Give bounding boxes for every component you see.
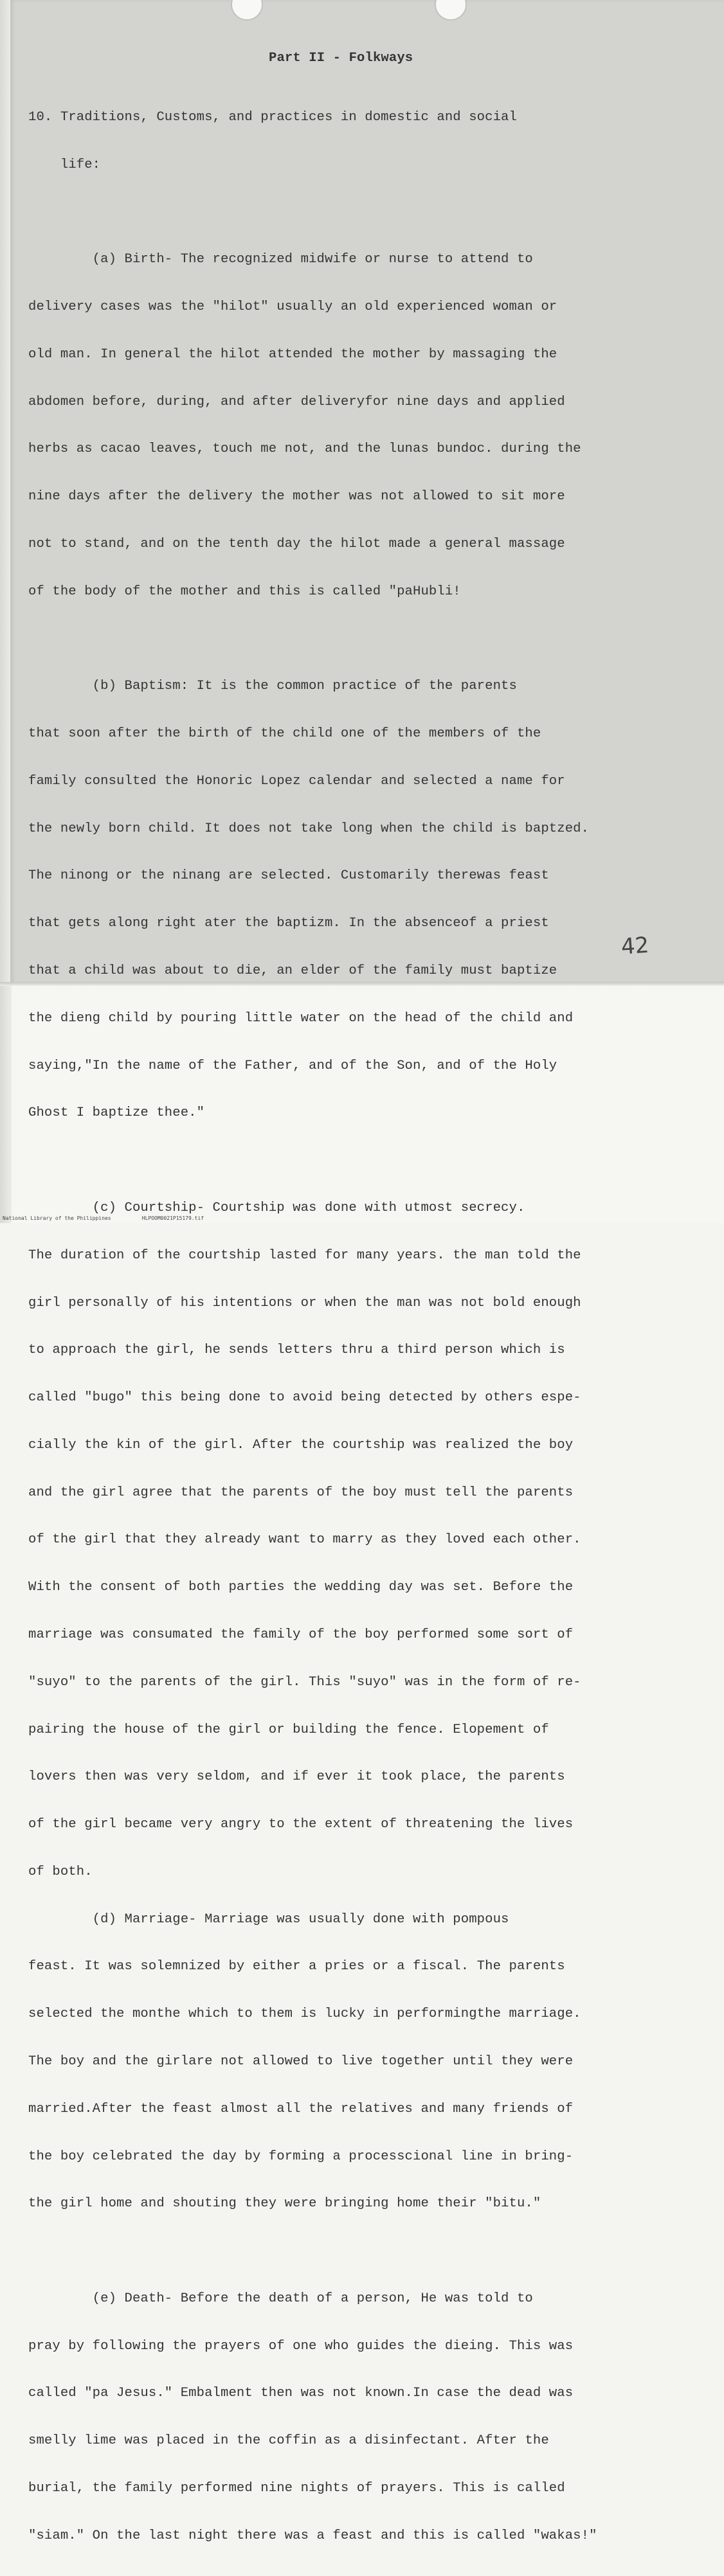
text-line: and the girl agree that the parents of the boy must tell the parents [28, 1485, 574, 1500]
text-line: selected the monthe which to them is lucky in performingthe marriage. [28, 2007, 581, 2022]
footer-library: National Library of the Philippines [3, 1215, 111, 1221]
text-line: the boy celebrated the day by forming a processcional line in bring- [28, 2149, 574, 2164]
text-line: The duration of the courtship lasted for many years. the man told the [28, 1248, 581, 1263]
text-line: that gets along right ater the baptizm. In the absenceof a priest [28, 916, 549, 931]
footer-file-id: HLPOOM0021P15179.tif [141, 1215, 204, 1221]
text-line: saying,"In the name of the Father, and of the Son, and of the Holy [28, 1058, 557, 1073]
text-line: that a child was about to die, an elder of the family must baptize [28, 963, 557, 979]
text-line: cially the kin of the girl. After the courtship was realized the boy [28, 1437, 574, 1453]
text-line [28, 2244, 703, 2260]
text-line: to approach the girl, he sends letters thru a third person which is [28, 1343, 565, 1358]
text-line: The boy and the girlare not allowed to live together until they were [28, 2054, 574, 2069]
text-line: married.After the feast almost all the relatives and many friends of [28, 2101, 574, 2116]
text-line: old man. In general the hilot attended the mother by massaging the [28, 346, 557, 362]
text-line: pray by following the prayers of one who guides the dieing. This was [28, 2338, 574, 2354]
text-line: herbs as cacao leaves, touch me not, and the lunas bundoc. during the [28, 442, 581, 457]
text-line: the dieng child by pouring little water on the head of the child and [28, 1010, 574, 1026]
section-baptism-heading: (b) Baptism: It is the common practice of the parents [28, 679, 517, 694]
punch-hole-left [231, 0, 263, 21]
text-line: that soon after the birth of the child one of the members of the [28, 726, 541, 742]
text-line [28, 632, 703, 648]
text-line: marriage was consumated the family of the boy performed some sort of [28, 1627, 574, 1642]
scan-footer [3, 1215, 204, 1221]
handwritten-page-number: 42 [620, 932, 650, 960]
text-line: family consulted the Honoric Lopez calendar and selected a name for [28, 773, 565, 789]
text-line: 10. Traditions, Customs, and practices in domestic and social [28, 109, 517, 125]
text-line: life: [28, 157, 101, 172]
text-line: of both. [28, 1864, 93, 1879]
text-line: smelly lime was placed in the coffin as a disinfectant. After the [28, 2433, 549, 2449]
punch-hole-right [435, 0, 467, 21]
section-courtship-heading: (c) Courtship- Courtship was done with utmost secrecy. [28, 1200, 525, 1215]
text-line: not to stand, and on the tenth day the hilot made a general massage [28, 537, 565, 551]
text-line [28, 1153, 703, 1169]
text-line: abdomen before, during, and after deliveryfor nine days and applied [28, 394, 565, 409]
typewritten-text [28, 19, 703, 2576]
text-line: "siam." On the last night there was a feast and this is called "wakas!" [28, 2528, 597, 2543]
text-line: "suyo" to the parents of the girl. This "suyo" was in the form of re- [28, 1674, 581, 1690]
text-line: feast. It was solemnized by either a pries or a fiscal. The parents [28, 1959, 565, 1974]
section-marriage-heading: (d) Marriage- Marriage was usually done with pompous [28, 1911, 509, 1927]
text-line: the girl home and shouting they were bringing home their "bitu." [28, 2196, 541, 2212]
text-line: girl personally of his intentions or when the man was not bold enough [28, 1295, 581, 1310]
text-line: The ninong or the ninang are selected. Customarily therewas feast [28, 868, 549, 884]
text-line: of the girl became very angry to the extent of threatening the lives [28, 1817, 574, 1832]
page-title: Part II - Folkways [269, 51, 413, 66]
text-line [28, 205, 703, 221]
text-line: pairing the house of the girl or building the fence. Elopement of [28, 1722, 549, 1737]
text-line: called "pa Jesus." Embalment then was not known.In case the dead was [28, 2386, 574, 2401]
text-line: Ghost I baptize thee." [28, 1105, 205, 1121]
text-line: With the consent of both parties the wedding day was set. Before the [28, 1580, 574, 1595]
text-line: of the girl that they already want to marry as they loved each other. [28, 1532, 581, 1548]
text-line: the newly born child. It does not take long when the child is baptzed. [28, 821, 590, 836]
text-line: lovers then was very seldom, and if ever it took place, the parents [28, 1769, 565, 1785]
section-birth-heading: (a) Birth- The recognized midwife or nurse to attend to [28, 252, 533, 267]
text-line: nine days after the delivery the mother was not allowed to sit more [28, 489, 565, 505]
section-death-heading: (e) Death- Before the death of a person, He was told to [28, 2291, 533, 2306]
text-line: called "bugo" this being done to avoid being detected by others espe- [28, 1390, 581, 1406]
text-line: burial, the family performed nine nights of prayers. This is called [28, 2481, 565, 2496]
text-line: of the body of the mother and this is called "paHubli! [28, 584, 461, 599]
text-line: delivery cases was the "hilot" usually an old experienced woman or [28, 300, 557, 315]
